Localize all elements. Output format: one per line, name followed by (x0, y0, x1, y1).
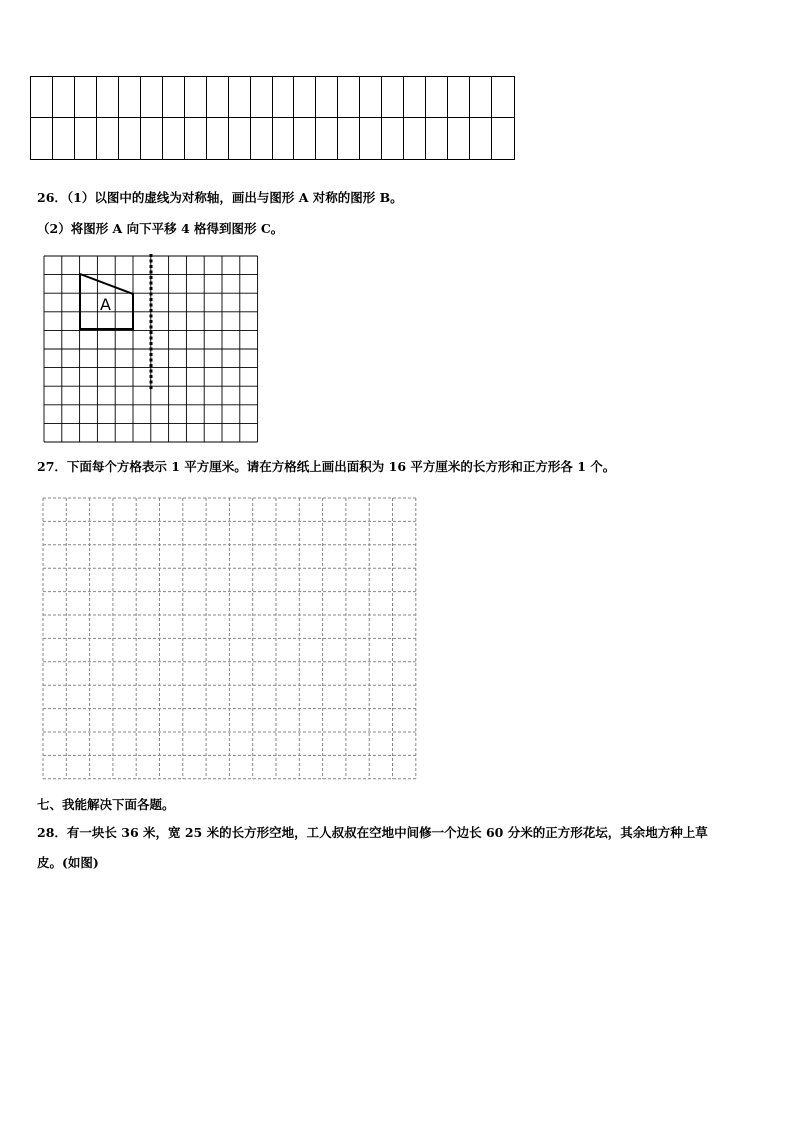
answer-grid-cell (163, 118, 185, 159)
answer-grid-cell (338, 118, 360, 159)
q28-text-line2: 皮。(如图) (37, 855, 99, 870)
answer-grid-cell (229, 118, 251, 159)
answer-grid-cell (207, 77, 229, 118)
answer-grid-cell (273, 118, 295, 159)
figure-a-label: A (100, 295, 111, 314)
answer-grid-cell (404, 77, 426, 118)
answer-grid-cell (207, 118, 229, 159)
answer-grid-cell (492, 118, 514, 159)
answer-grid-cell (75, 118, 97, 159)
q27-dashed-gridlines (43, 498, 416, 779)
answer-grid-cell (163, 77, 185, 118)
answer-grid-cell (119, 118, 141, 159)
q28-text-line1: 28．有一块长 36 米，宽 25 米的长方形空地，工人叔叔在空地中间修一个边长 60 分米的正方形花坛，其余地方种上草 (37, 825, 708, 840)
answer-grid-cell (426, 77, 448, 118)
answer-grid-cell (141, 77, 163, 118)
answer-grid-cell (294, 118, 316, 159)
answer-grid-cell (97, 77, 119, 118)
answer-grid-cell (338, 77, 360, 118)
answer-grid-cell (229, 77, 251, 118)
answer-grid-cell (360, 118, 382, 159)
answer-grid-cell (448, 77, 470, 118)
q26-part2-text: （2）将图形 A 向下平移 4 格得到图形 C。 (37, 221, 284, 236)
q26-symmetry-grid (40, 252, 260, 446)
answer-writing-grid (30, 76, 515, 160)
section7-heading: 七、我能解决下面各题。 (37, 797, 175, 812)
answer-grid-cell (382, 118, 404, 159)
answer-grid-cell (31, 77, 53, 118)
answer-grid-cell (53, 77, 75, 118)
q27-square-grid-paper (42, 497, 418, 781)
answer-grid-cell (185, 77, 207, 118)
answer-grid-cell (448, 118, 470, 159)
answer-grid-cell (185, 118, 207, 159)
answer-grid-cell (316, 118, 338, 159)
answer-grid-cell (316, 77, 338, 118)
answer-grid-cell (141, 118, 163, 159)
answer-grid-cell (251, 118, 273, 159)
answer-grid-cell (382, 77, 404, 118)
q26-part1-text: 26．（1）以图中的虚线为对称轴，画出与图形 A 对称的图形 B。 (37, 190, 403, 205)
answer-grid-cell (75, 77, 97, 118)
answer-grid-cell (53, 118, 75, 159)
answer-grid-cell (404, 118, 426, 159)
q27-text: 27．下面每个方格表示 1 平方厘米。请在方格纸上画出面积为 16 平方厘米的长方形和正方形各 1 个。 (37, 459, 616, 474)
answer-grid-cell (426, 118, 448, 159)
answer-grid-cell (273, 77, 295, 118)
answer-grid-cell (360, 77, 382, 118)
answer-grid-cell (294, 77, 316, 118)
answer-grid-cell (251, 77, 273, 118)
answer-grid-cell (470, 118, 492, 159)
answer-grid-cell (97, 118, 119, 159)
answer-grid-cell (492, 77, 514, 118)
answer-grid-cell (119, 77, 141, 118)
answer-grid-cell (470, 77, 492, 118)
answer-grid-cell (31, 118, 53, 159)
